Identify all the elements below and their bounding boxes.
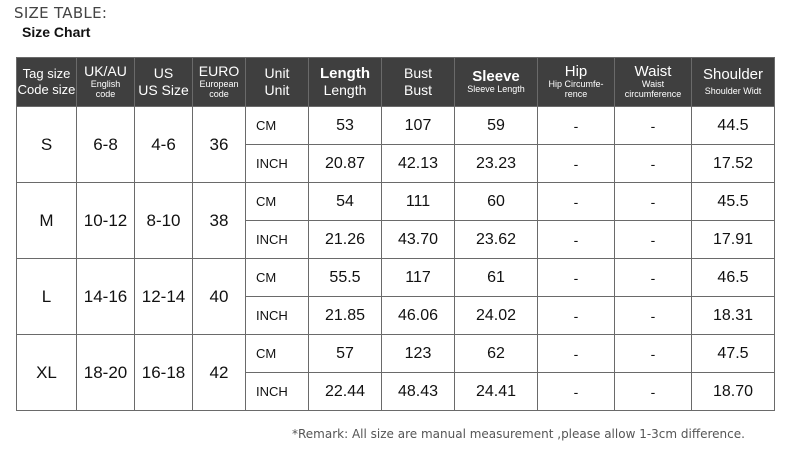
header-code-size-label: Code size [17, 81, 76, 97]
cell-unit: CM [246, 335, 309, 373]
size-table [16, 57, 775, 411]
cell-bust: 42.13 [382, 145, 455, 183]
cell-sleeve: 62 [455, 335, 538, 373]
cell-waist: - [615, 145, 692, 183]
cell-sleeve: 24.02 [455, 297, 538, 335]
cell-size: XL [17, 335, 77, 411]
header-us [135, 58, 193, 107]
cell-shoulder: 18.31 [692, 297, 775, 335]
header-hip-sublabel: Hip Circumfe-rence [548, 79, 604, 100]
cell-sleeve: 59 [455, 107, 538, 145]
remark-note: *Remark: All size are manual measurement ,please allow 1-3cm difference. [292, 427, 745, 441]
page-heading: SIZE TABLE: [14, 4, 108, 22]
cell-us: 8-10 [135, 183, 193, 259]
cell-us: 12-14 [135, 259, 193, 335]
cell-hip: - [538, 145, 615, 183]
header-shoulder-sublabel: Shoulder Widt [704, 86, 762, 97]
cell-us: 16-18 [135, 335, 193, 411]
cell-length: 55.5 [309, 259, 382, 297]
cell-ukau: 6-8 [77, 107, 135, 183]
cell-hip: - [538, 107, 615, 145]
cell-waist: - [615, 335, 692, 373]
size-row-cm [17, 335, 775, 373]
cell-euro: 40 [193, 259, 246, 335]
cell-ukau: 18-20 [77, 335, 135, 411]
header-tag-size [17, 58, 77, 107]
cell-unit: INCH [246, 221, 309, 259]
cell-waist: - [615, 297, 692, 335]
cell-unit: CM [246, 259, 309, 297]
cell-waist: - [615, 183, 692, 221]
header-ukau-label: UK/AU [84, 63, 127, 80]
cell-length: 21.85 [309, 297, 382, 335]
header-waist [615, 58, 692, 107]
cell-sleeve: 23.62 [455, 221, 538, 259]
cell-euro: 38 [193, 183, 246, 259]
cell-unit: CM [246, 183, 309, 221]
cell-us: 4-6 [135, 107, 193, 183]
cell-bust: 48.43 [382, 373, 455, 411]
header-length [309, 58, 382, 107]
header-us-label: US [153, 65, 174, 82]
cell-waist: - [615, 221, 692, 259]
size-row-cm [17, 107, 775, 145]
header-hip-label: Hip [564, 62, 588, 80]
header-sleeve-sublabel: Sleeve Length [467, 84, 525, 95]
cell-shoulder: 18.70 [692, 373, 775, 411]
cell-waist: - [615, 373, 692, 411]
cell-length: 20.87 [309, 145, 382, 183]
cell-length: 22.44 [309, 373, 382, 411]
cell-hip: - [538, 335, 615, 373]
header-bust-label: Bust [403, 65, 432, 82]
cell-unit: INCH [246, 145, 309, 183]
header-unit [246, 58, 309, 107]
cell-bust: 46.06 [382, 297, 455, 335]
cell-euro: 36 [193, 107, 246, 183]
cell-length: 54 [309, 183, 382, 221]
cell-sleeve: 60 [455, 183, 538, 221]
cell-length: 57 [309, 335, 382, 373]
cell-unit: INCH [246, 297, 309, 335]
header-unit-sublabel: Unit [264, 81, 290, 98]
cell-size: M [17, 183, 77, 259]
header-length-sublabel: Length [323, 82, 367, 99]
cell-shoulder: 47.5 [692, 335, 775, 373]
cell-ukau: 10-12 [77, 183, 135, 259]
cell-size: L [17, 259, 77, 335]
header-ukau [77, 58, 135, 107]
cell-shoulder: 44.5 [692, 107, 775, 145]
cell-hip: - [538, 221, 615, 259]
cell-length: 21.26 [309, 221, 382, 259]
cell-bust: 117 [382, 259, 455, 297]
cell-hip: - [538, 259, 615, 297]
header-euro-sublabel: European code [199, 78, 239, 99]
header-ukau-sublabel: English code [90, 78, 121, 99]
size-chart-title: Size Chart [22, 24, 91, 40]
cell-bust: 43.70 [382, 221, 455, 259]
cell-unit: INCH [246, 373, 309, 411]
size-row-cm [17, 183, 775, 221]
cell-shoulder: 45.5 [692, 183, 775, 221]
cell-unit: CM [246, 107, 309, 145]
cell-sleeve: 61 [455, 259, 538, 297]
header-waist-label: Waist [634, 62, 672, 80]
header-waist-sublabel: Waist circumference [624, 79, 682, 100]
cell-euro: 42 [193, 335, 246, 411]
cell-bust: 107 [382, 107, 455, 145]
header-sleeve-label: Sleeve [472, 67, 520, 85]
header-euro [193, 58, 246, 107]
cell-sleeve: 24.41 [455, 373, 538, 411]
header-tag-size-label: Tag size [22, 66, 71, 82]
size-row-cm [17, 259, 775, 297]
header-hip [538, 58, 615, 107]
size-table-body [17, 107, 775, 411]
header-shoulder-label: Shoulder [702, 65, 764, 83]
cell-hip: - [538, 373, 615, 411]
header-unit-label: Unit [264, 65, 290, 82]
cell-shoulder: 46.5 [692, 259, 775, 297]
cell-ukau: 14-16 [77, 259, 135, 335]
header-row [17, 58, 775, 107]
cell-length: 53 [309, 107, 382, 145]
cell-hip: - [538, 183, 615, 221]
cell-size: S [17, 107, 77, 183]
cell-hip: - [538, 297, 615, 335]
cell-bust: 111 [382, 183, 455, 221]
header-length-label: Length [320, 64, 370, 82]
cell-waist: - [615, 107, 692, 145]
header-shoulder [692, 58, 775, 107]
header-sleeve [455, 58, 538, 107]
cell-sleeve: 23.23 [455, 145, 538, 183]
header-bust [382, 58, 455, 107]
cell-bust: 123 [382, 335, 455, 373]
header-bust-sublabel: Bust [403, 81, 432, 98]
header-us-sublabel: US Size [138, 81, 189, 98]
cell-waist: - [615, 259, 692, 297]
cell-shoulder: 17.52 [692, 145, 775, 183]
cell-shoulder: 17.91 [692, 221, 775, 259]
header-euro-label: EURO [198, 63, 240, 80]
